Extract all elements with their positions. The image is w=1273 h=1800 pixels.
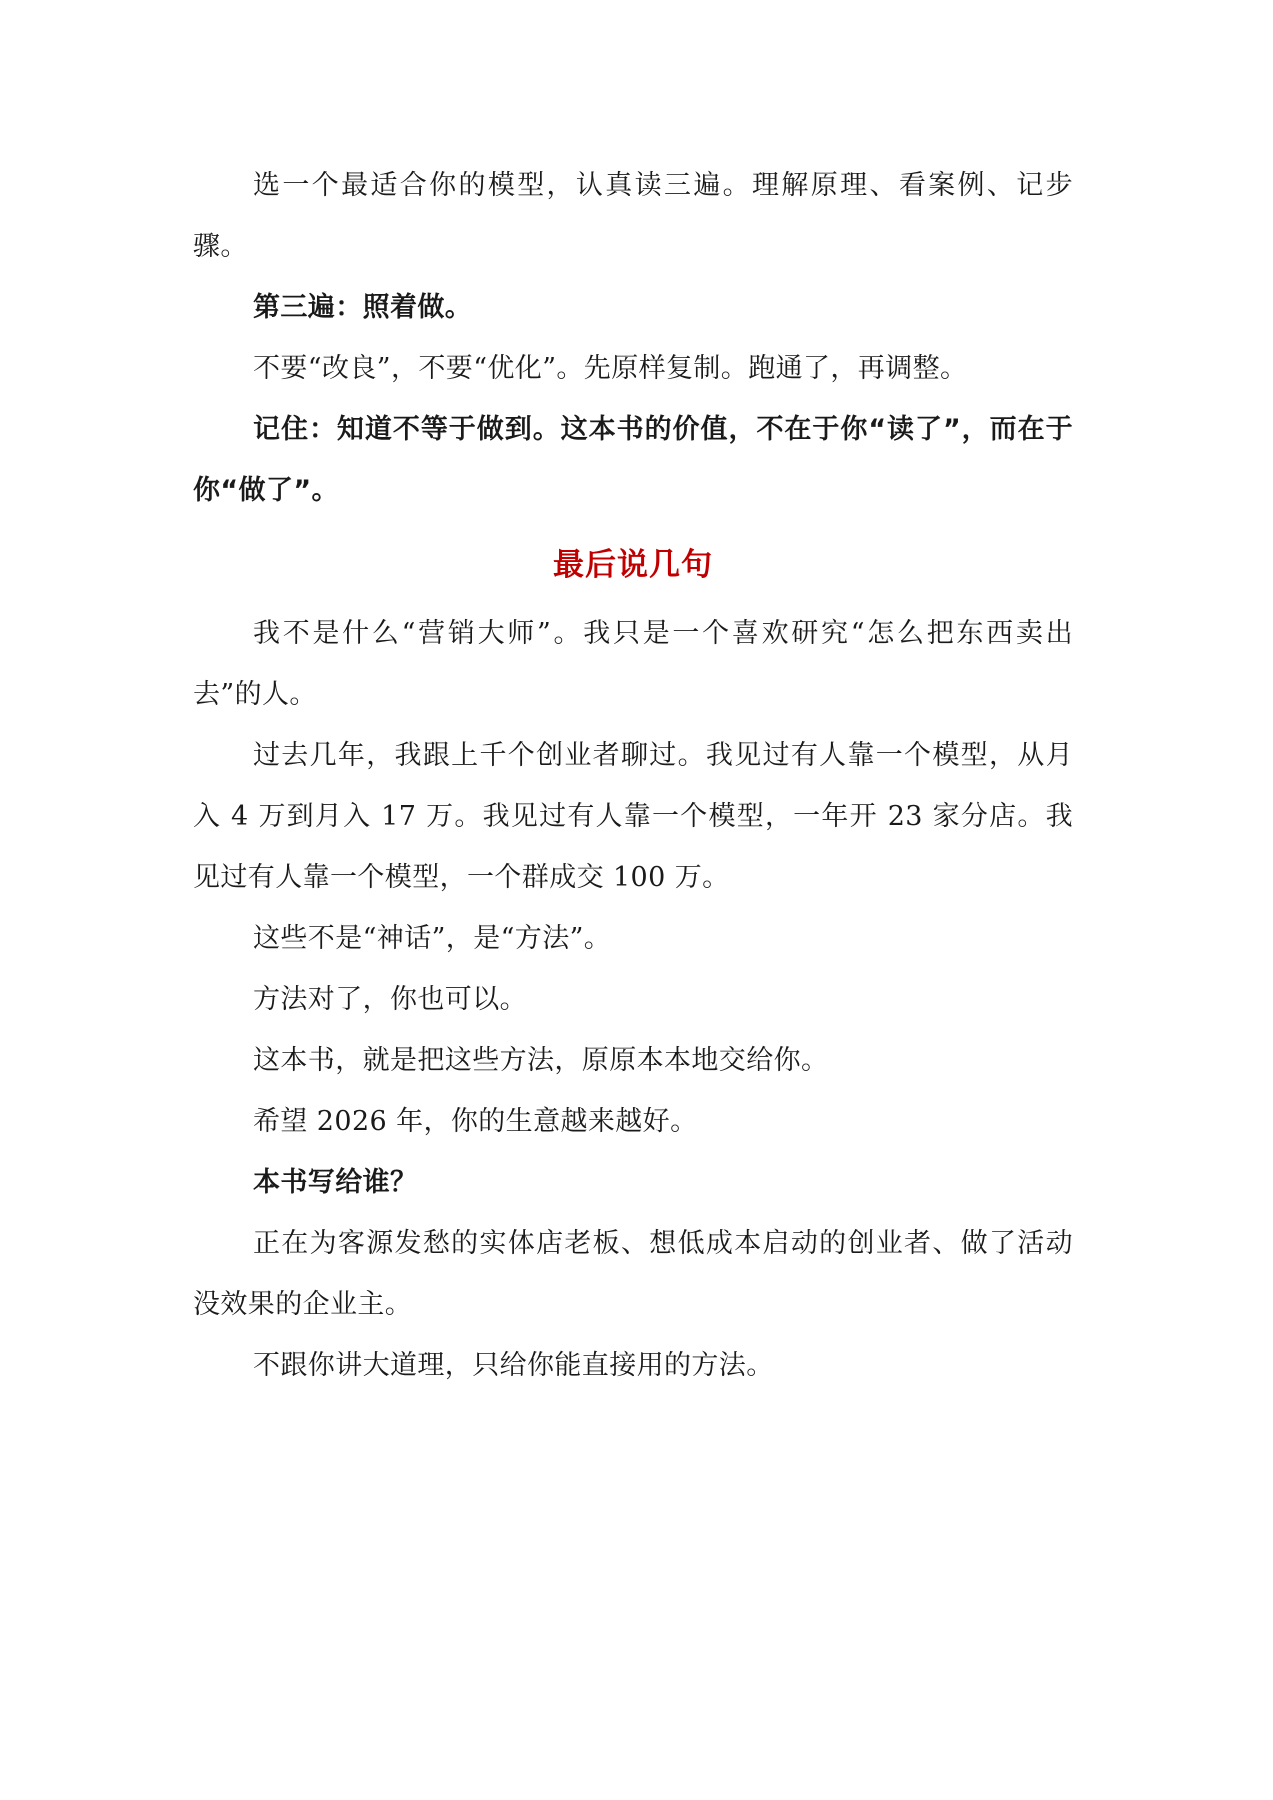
section-heading: 最后说几句 [553,547,713,583]
paragraph-target-readers: 正在为客源发愁的实体店老板、想低成本启动的创业者、做了活动没效果的企业主。 [193,1228,1073,1320]
paragraph-past-years: 过去几年，我跟上千个创业者聊过。我见过有人靠一个模型，从月入 4 万到月入 17 万。我见过有人靠一个模型，一年开 23 家分店。我见过有人靠一个模型，一个群成交 100 万。 [193,740,1073,893]
paragraph-not-myths: 这些不是“神话”，是“方法”。 [253,923,612,954]
paragraph-read-three-times: 选一个最适合你的模型，认真读三遍。理解原理、看案例、记步骤。 [193,170,1073,262]
paragraph-third-read: 第三遍：照着做。 [253,292,473,323]
paragraph-remember: 记住：知道不等于做到。这本书的价值，不在于你“读了”，而在于你“做了”。 [193,414,1073,506]
page-content [193,155,1073,1396]
paragraph-copy-as-is: 不要“改良”，不要“优化”。先原样复制。跑通了，再调整。 [253,353,968,384]
paragraph-direct-methods: 不跟你讲大道理，只给你能直接用的方法。 [253,1350,774,1381]
paragraph-hand-over-methods: 这本书，就是把这些方法，原原本本地交给你。 [253,1045,829,1076]
paragraph-not-a-master: 我不是什么“营销大师”。我只是一个喜欢研究“怎么把东西卖出去”的人。 [193,618,1073,710]
paragraph-you-can-too: 方法对了，你也可以。 [253,984,527,1015]
paragraph-who-is-this-for: 本书写给谁？ [253,1167,418,1198]
paragraph-wish-2026: 希望 2026 年，你的生意越来越好。 [253,1106,698,1137]
